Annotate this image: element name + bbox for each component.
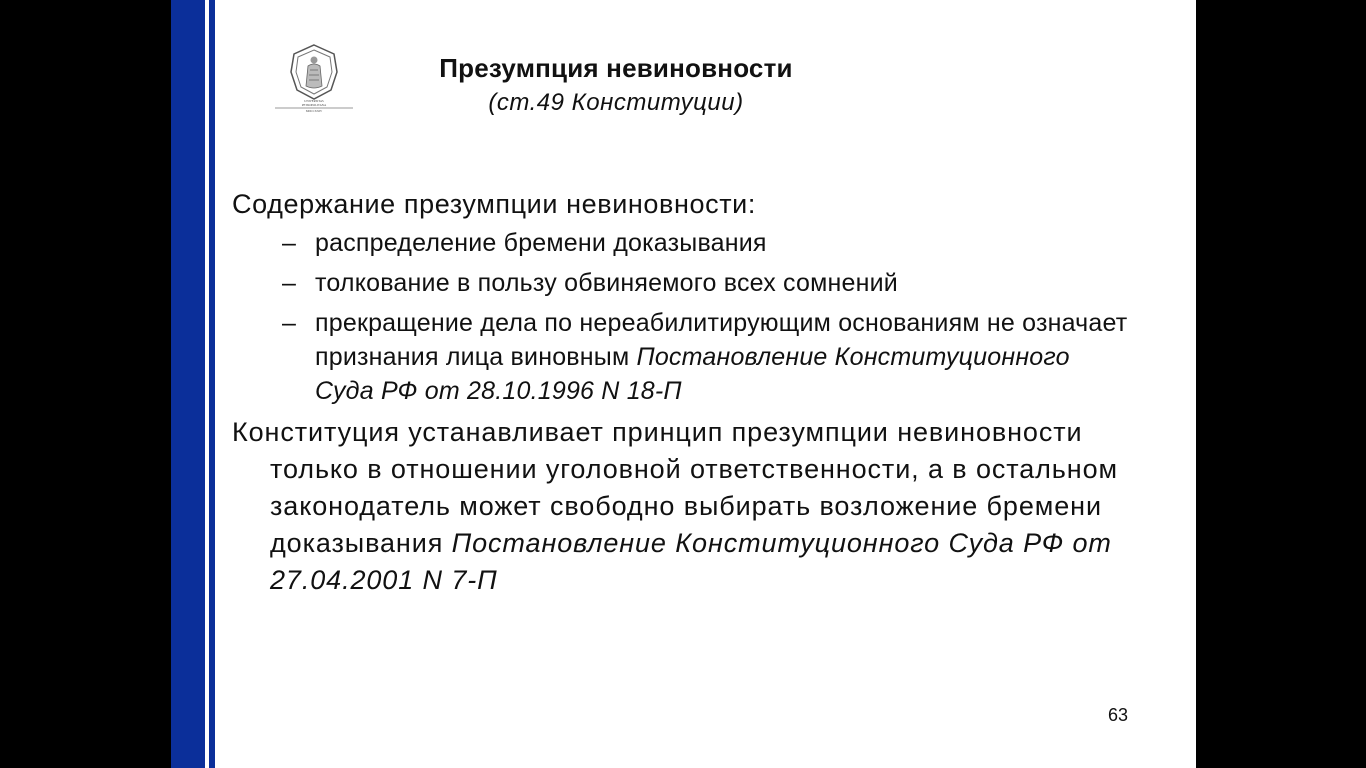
page-number: 63 <box>1108 705 1129 725</box>
logo-text-line-2: PETROPOLITANA <box>301 103 327 107</box>
bullet-item <box>232 226 1132 260</box>
logo-text-line-1: UNIVERSITAS <box>304 99 324 103</box>
slide-title: Презумпция невиновности <box>439 53 793 83</box>
left-accent-band <box>171 0 205 768</box>
bullet-item <box>232 266 1132 300</box>
university-logo <box>274 42 354 112</box>
court-ruling-reference: Постановление Конституционного Суда РФ от 27.04.2001 N 7-П <box>270 528 1112 595</box>
presentation-slide <box>171 0 1196 768</box>
paragraph-text: Конституция устанавливает принцип презумпции невиновности только в отношении уголовной ответственности, а в остальном законодатель может свободно выбирать возложение бремени доказывания <box>232 417 1118 558</box>
dash-marker: – <box>282 229 297 257</box>
bullet-text: толкование в пользу обвиняемого всех сомнений <box>315 269 898 297</box>
logo-text-line-3: MDCCXXIV <box>305 109 323 112</box>
left-accent-thin-band <box>209 0 215 768</box>
dash-marker: – <box>282 309 297 337</box>
dash-marker: – <box>282 269 297 297</box>
university-crest-icon <box>274 42 354 112</box>
slide-title-block <box>371 50 861 120</box>
lead-statement: Содержание презумпции невиновности: <box>232 189 756 219</box>
bullet-text: распределение бремени доказывания <box>315 229 767 257</box>
constitution-paragraph <box>232 414 1130 599</box>
slide-body <box>232 186 1132 599</box>
slide-subtitle: (ст.49 Конституции) <box>488 89 744 116</box>
bullet-text: прекращение дела по нереабилитирующим основаниям не означает признания лица виновным <box>315 309 1128 371</box>
bullet-list <box>232 226 1132 408</box>
bullet-item <box>232 306 1132 408</box>
court-ruling-reference: Постановление Конституционного Суда РФ от 28.10.1996 N 18-П <box>315 343 1070 405</box>
